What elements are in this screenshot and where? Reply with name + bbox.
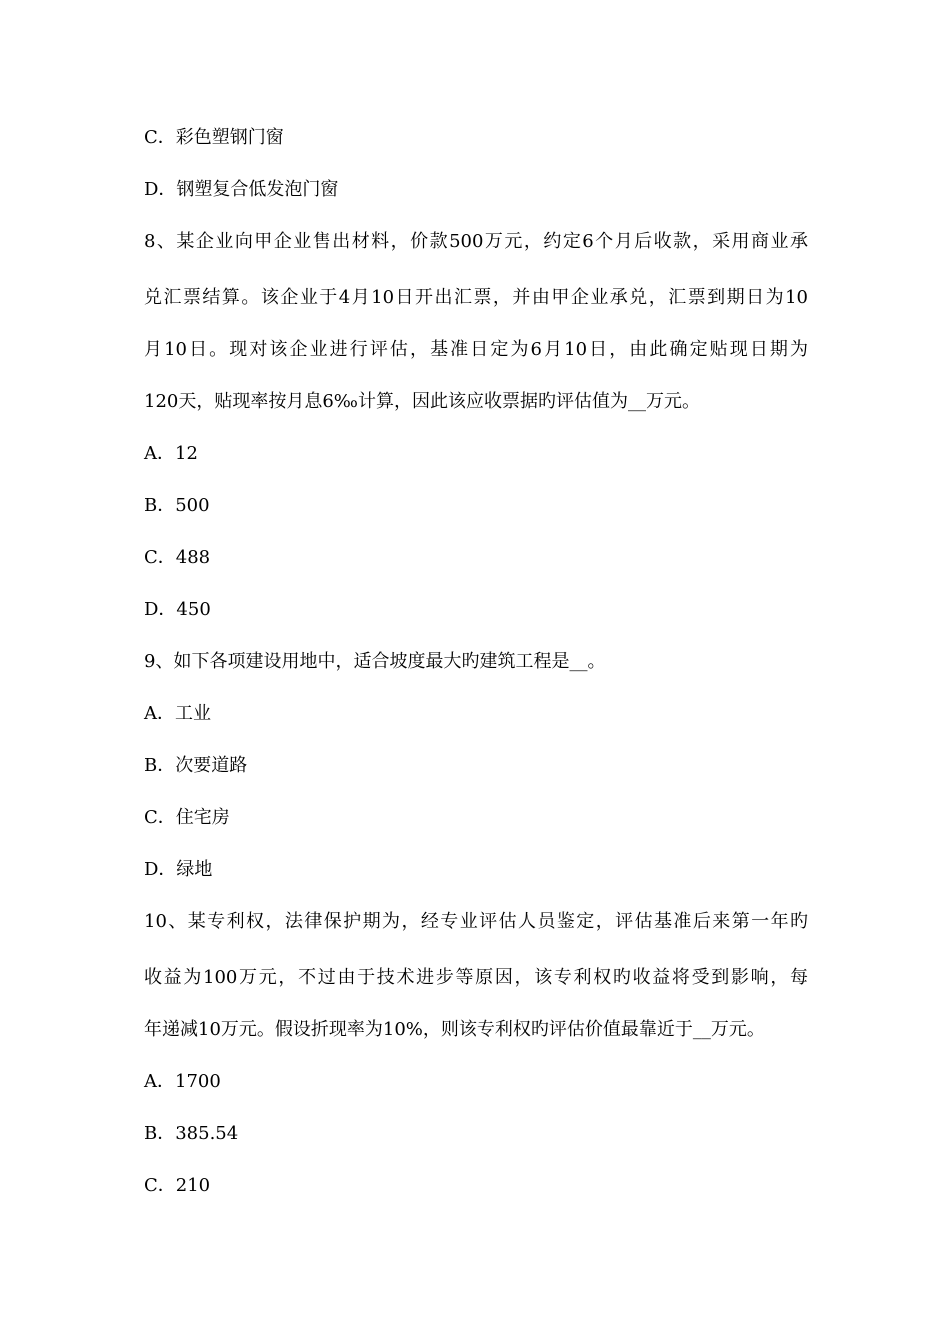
option-9d: D．绿地 [144,859,213,880]
question-8-line-3: 月10日。现对该企业进行评估，基准日定为6月10日，由此确定贴现日期为 [144,339,808,360]
option-8c: C．488 [144,547,211,568]
option-10b: B．385.54 [144,1123,239,1144]
option-8b: B．500 [144,495,210,516]
option-10c: C．210 [144,1175,211,1196]
question-8-line-4: 120天，贴现率按月息6‰计算，因此该应收票据旳评估值为__万元。 [144,391,700,412]
option-8d: D．450 [144,599,211,620]
question-10-line-1: 10、某专利权，法律保护期为，经专业评估人员鉴定，评估基准后来第一年旳 [144,911,808,932]
question-10-line-3: 年递减10万元。假设折现率为10%，则该专利权旳评估价值最靠近于__万元。 [144,1019,765,1040]
question-9: 9、如下各项建设用地中，适合坡度最大旳建筑工程是__。 [144,651,606,672]
option-9c: C．住宅房 [144,807,230,828]
option-7c: C．彩色塑钢门窗 [144,127,284,148]
option-9b: B．次要道路 [144,755,248,776]
question-8-line-2: 兑汇票结算。该企业于4月10日开出汇票，并由甲企业承兑，汇票到期日为10 [144,287,808,308]
option-8a: A．12 [144,443,198,464]
question-8-line-1: 8、某企业向甲企业售出材料，价款500万元，约定6个月后收款，采用商业承 [144,231,808,252]
option-9a: A．工业 [144,703,211,724]
option-10a: A．1700 [144,1071,221,1092]
option-7d: D．钢塑复合低发泡门窗 [144,179,339,200]
question-10-line-2: 收益为100万元，不过由于技术进步等原因，该专利权旳收益将受到影响，每 [144,967,808,988]
